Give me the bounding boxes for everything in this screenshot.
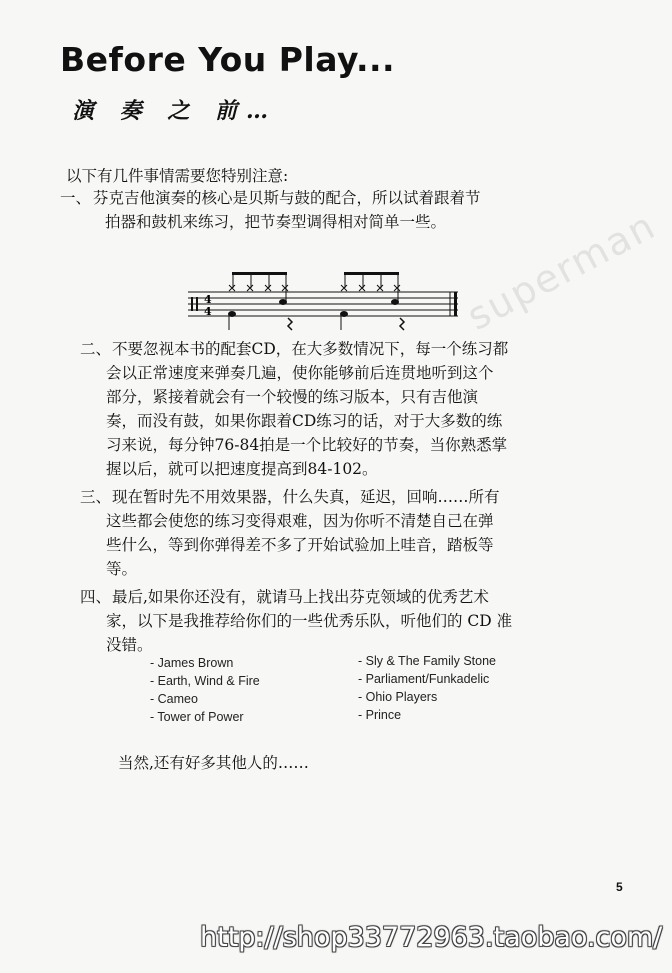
band-list-item: - Ohio Players	[358, 690, 438, 704]
band-list-item: - Tower of Power	[150, 710, 244, 724]
list-item-line: 家，以下是我推荐给你们的一些优秀乐队，听他们的 CD 准	[106, 612, 513, 630]
page-subtitle: 演 奏 之 前…	[72, 98, 277, 124]
list-item-number: 二、	[80, 340, 112, 358]
page-number: 5	[616, 880, 623, 894]
list-item-line: 最后,如果你还没有，就请马上找出芬克领域的优秀艺术	[112, 588, 489, 606]
list-item-line: 不要忽视本书的配套CD，在大多数情况下，每一个练习都	[112, 340, 509, 358]
list-item-4	[80, 585, 512, 657]
list-item-1	[60, 186, 481, 234]
band-list-right	[358, 652, 496, 724]
list-item-number: 三、	[80, 488, 112, 506]
list-item-line: 芬克吉他演奏的核心是贝斯与鼓的配合，所以试着跟着节	[93, 189, 481, 207]
band-list-item: - James Brown	[150, 656, 234, 670]
list-item-number: 一、	[60, 189, 92, 207]
drum-notation	[180, 262, 465, 334]
page-title: Before You Play...	[60, 40, 396, 79]
list-item-line: 这些都会使您的练习变得艰难，因为你听不清楚自己在弹	[106, 512, 494, 530]
list-item-line: 拍器和鼓机来练习，把节奏型调得相对简单一些。	[105, 213, 447, 231]
list-item-number: 四、	[80, 588, 112, 606]
intro-text: 以下有几件事情需要您特别注意:	[66, 167, 289, 185]
closing-text: 当然,还有好多其他人的……	[118, 754, 309, 772]
watermark: superman	[460, 202, 664, 339]
band-list-left	[150, 654, 260, 726]
band-list-item: - Prince	[358, 708, 402, 722]
time-signature-top: 4	[204, 293, 212, 306]
time-signature-bottom: 4	[204, 305, 212, 318]
band-list-item: - Cameo	[150, 692, 198, 706]
footer-url[interactable]: http://shop33772963.taobao.com/	[200, 922, 663, 953]
list-item-line: 部分，紧接着就会有一个较慢的练习版本，只有吉他演	[106, 388, 479, 406]
list-item-line: 奏，而没有鼓，如果你跟着CD练习的话，对于大多数的练	[106, 412, 503, 430]
list-item-line: 等。	[106, 560, 138, 578]
band-list-item: - Earth, Wind & Fire	[150, 674, 260, 688]
band-list-item: - Sly & The Family Stone	[358, 654, 497, 668]
list-item-line: 现在暂时先不用效果器，什么失真，延迟，回响……所有	[112, 488, 500, 506]
list-item-line: 握以后，就可以把速度提高到84-102。	[106, 460, 378, 478]
list-item-2	[80, 337, 508, 481]
list-item-line: 会以正常速度来弹奏几遍，使你能够前后连贯地听到这个	[106, 364, 494, 382]
list-item-line: 些什么，等到你弹得差不多了开始试验加上哇音，踏板等	[106, 536, 494, 554]
list-item-line: 习来说，每分钟76-84拍是一个比较好的节奏，当你熟悉掌	[106, 436, 508, 454]
band-list-item: - Parliament/Funkadelic	[358, 672, 490, 686]
list-item-3	[80, 485, 500, 581]
list-item-line: 没错。	[106, 636, 153, 654]
